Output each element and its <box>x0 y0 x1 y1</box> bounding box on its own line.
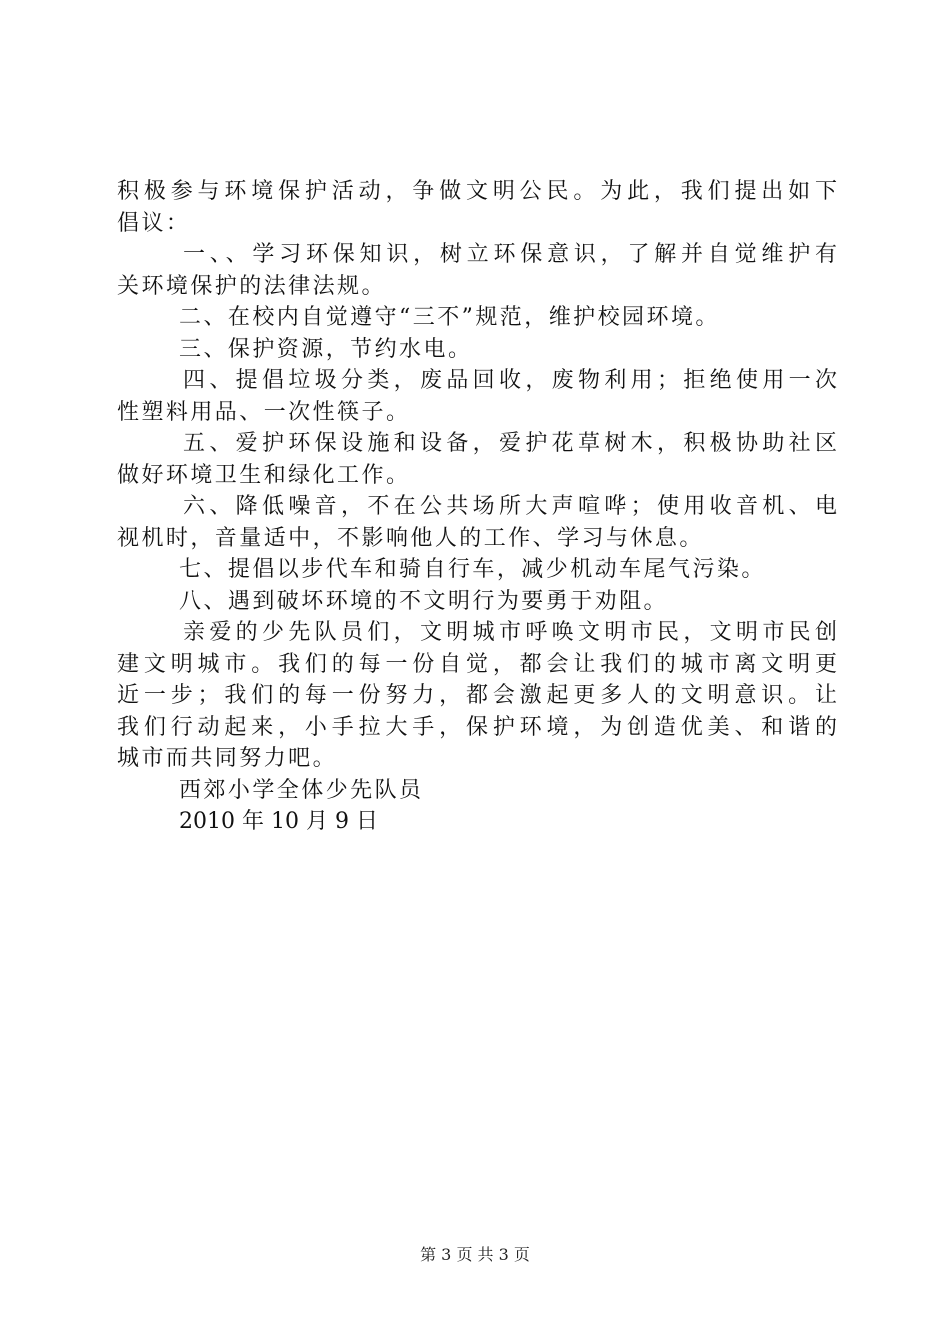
text-line: 七、提倡以步代车和骑自行车，减少机动车尾气污染。 <box>179 557 766 582</box>
signature-line: 西郊小学全体少先队员 <box>179 777 424 803</box>
text-line: 亲爱的少先队员们，文明城市呼唤文明市民，文明市民创 <box>183 620 837 645</box>
text-line: 三、保护资源，节约水电。 <box>179 336 473 362</box>
date-line: 2010 年 10 月 9 日 <box>179 809 378 834</box>
text-line: 近一步；我们的每一份努力，都会激起更多人的文明意识。让 <box>117 683 837 708</box>
page-footer: 第 3 页 共 3 页 <box>420 1245 530 1264</box>
text-line: 二、在校内自觉遵守“三不”规范，维护校园环境。 <box>179 305 720 330</box>
text-line: 积极参与环境保护活动，争做文明公民。为此，我们提出如下 <box>117 179 837 204</box>
text-line: 关环境保护的法律法规。 <box>117 273 386 299</box>
document-body <box>117 176 837 838</box>
text-line: 建文明城市。我们的每一份自觉，都会让我们的城市离文明更 <box>117 651 837 677</box>
text-line: 四、提倡垃圾分类，废品回收，废物利用；拒绝使用一次 <box>183 368 837 393</box>
text-line: 做好环境卫生和绿化工作。 <box>117 462 411 488</box>
text-line: 我们行动起来，小手拉大手，保护环境，为创造优美、和谐的 <box>117 714 837 740</box>
text-line: 五、爱护环保设施和设备，爱护花草树木，积极协助社区 <box>183 431 837 456</box>
text-line: 视机时，音量适中，不影响他人的工作、学习与休息。 <box>117 525 704 551</box>
text-line: 城市而共同努力吧。 <box>117 746 338 771</box>
text-line: 六、降低噪音，不在公共场所大声喧哗；使用收音机、电 <box>183 494 837 519</box>
text-line: 性塑料用品、一次性筷子。 <box>117 399 411 425</box>
text-line: 八、遇到破坏环境的不文明行为要勇于劝阻。 <box>179 588 669 614</box>
text-line: 一、、学习环保知识，树立环保意识，了解并自觉维护有 <box>183 242 837 267</box>
text-line: 倡议： <box>117 210 191 236</box>
